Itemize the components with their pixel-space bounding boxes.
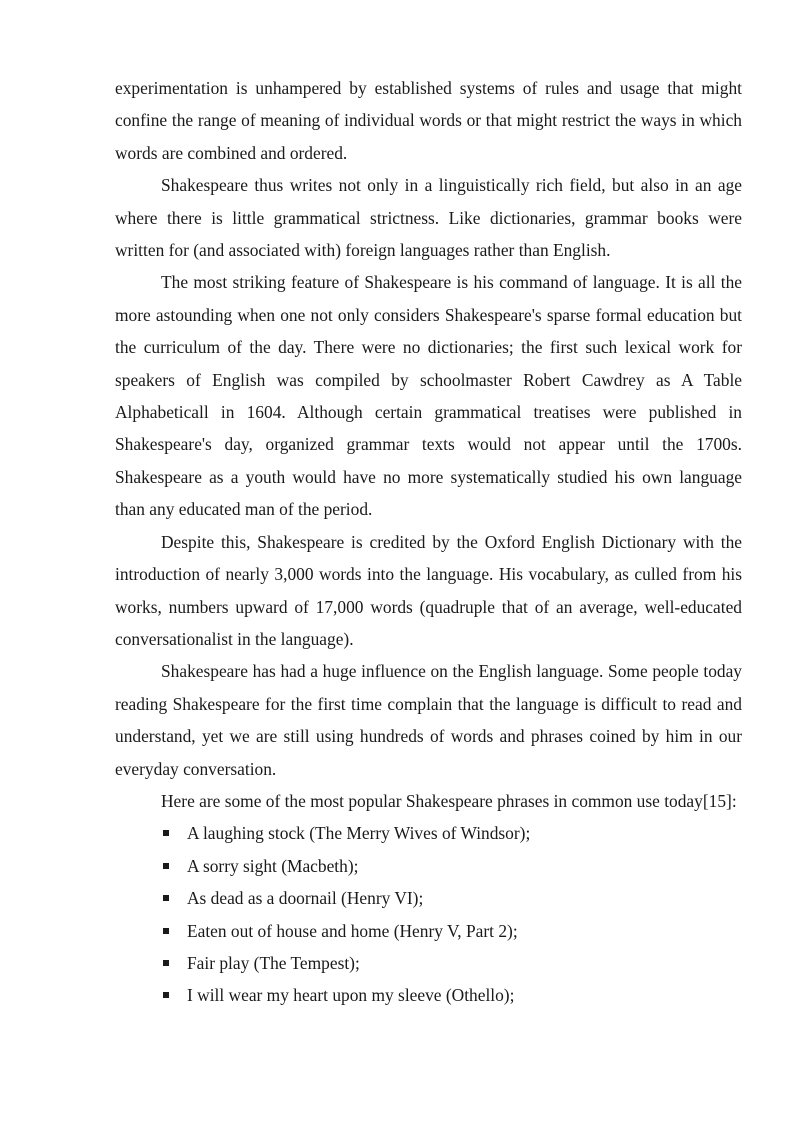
list-item-text: Eaten out of house and home (Henry V, Part 2); xyxy=(187,920,518,941)
paragraph-continuation: experimentation is unhampered by established systems of rules and usage that might confine the range of meaning of individual words or that might restrict the ways in which words are combined and ordered. xyxy=(115,78,742,163)
square-bullet-icon xyxy=(163,992,169,998)
list-item-text: As dead as a doornail (Henry VI); xyxy=(187,888,424,909)
square-bullet-icon xyxy=(163,960,169,966)
list-item-text: A sorry sight (Macbeth); xyxy=(187,855,359,876)
list-item xyxy=(115,979,742,1011)
square-bullet-icon xyxy=(163,830,169,836)
list-item-text: I will wear my heart upon my sleeve (Othello); xyxy=(187,985,515,1006)
list-item-text: Fair play (The Tempest); xyxy=(187,952,360,973)
square-bullet-icon xyxy=(163,863,169,869)
list-item xyxy=(115,947,742,979)
paragraph-phrases-intro: Here are some of the most popular Shakespeare phrases in common use today[15]: xyxy=(161,790,737,811)
list-item xyxy=(115,882,742,914)
paragraph-influence: Shakespeare has had a huge influence on the English language. Some people today reading Shakespeare for the first time complain that the language is difficult to read and understand, yet we are still using hundreds of words and phrases coined by him in our everyday conversation. xyxy=(115,661,742,779)
paragraph-grammar: Shakespeare thus writes not only in a linguistically rich field, but also in an age where there is little grammatical strictness. Like dictionaries, grammar books were written for (and associated with) foreign languages rather than English. xyxy=(115,175,742,261)
paragraph-command-of-language: The most striking feature of Shakespeare is his command of language. It is all the more astounding when one not only considers Shakespeare's sparse formal education but the curriculum of the day. There were no dictionaries; the first such lexical work for speakers of English was compiled by schoolmaster Robert Cawdrey as A Table Alphabeticall in 1604. Although certain grammatical treatises were published in Shakespeare's day, organized grammar texts would not appear until the 1700s. Shakespeare as a youth would have no more systematically studied his own language than any educated man of the period. xyxy=(115,272,742,520)
square-bullet-icon xyxy=(163,895,169,901)
list-item xyxy=(115,850,742,882)
paragraph-vocabulary: Despite this, Shakespeare is credited by the Oxford English Dictionary with the introduction of nearly 3,000 words into the language. His vocabulary, as culled from his works, numbers upward of 17,000 words (quadruple that of an average, well-educated conversationalist in the language). xyxy=(115,531,742,649)
phrase-list xyxy=(115,817,742,1011)
document-page xyxy=(115,72,742,1012)
list-item xyxy=(115,915,742,947)
square-bullet-icon xyxy=(163,928,169,934)
list-item xyxy=(115,817,742,849)
list-item-text: A laughing stock (The Merry Wives of Windsor); xyxy=(187,823,531,844)
